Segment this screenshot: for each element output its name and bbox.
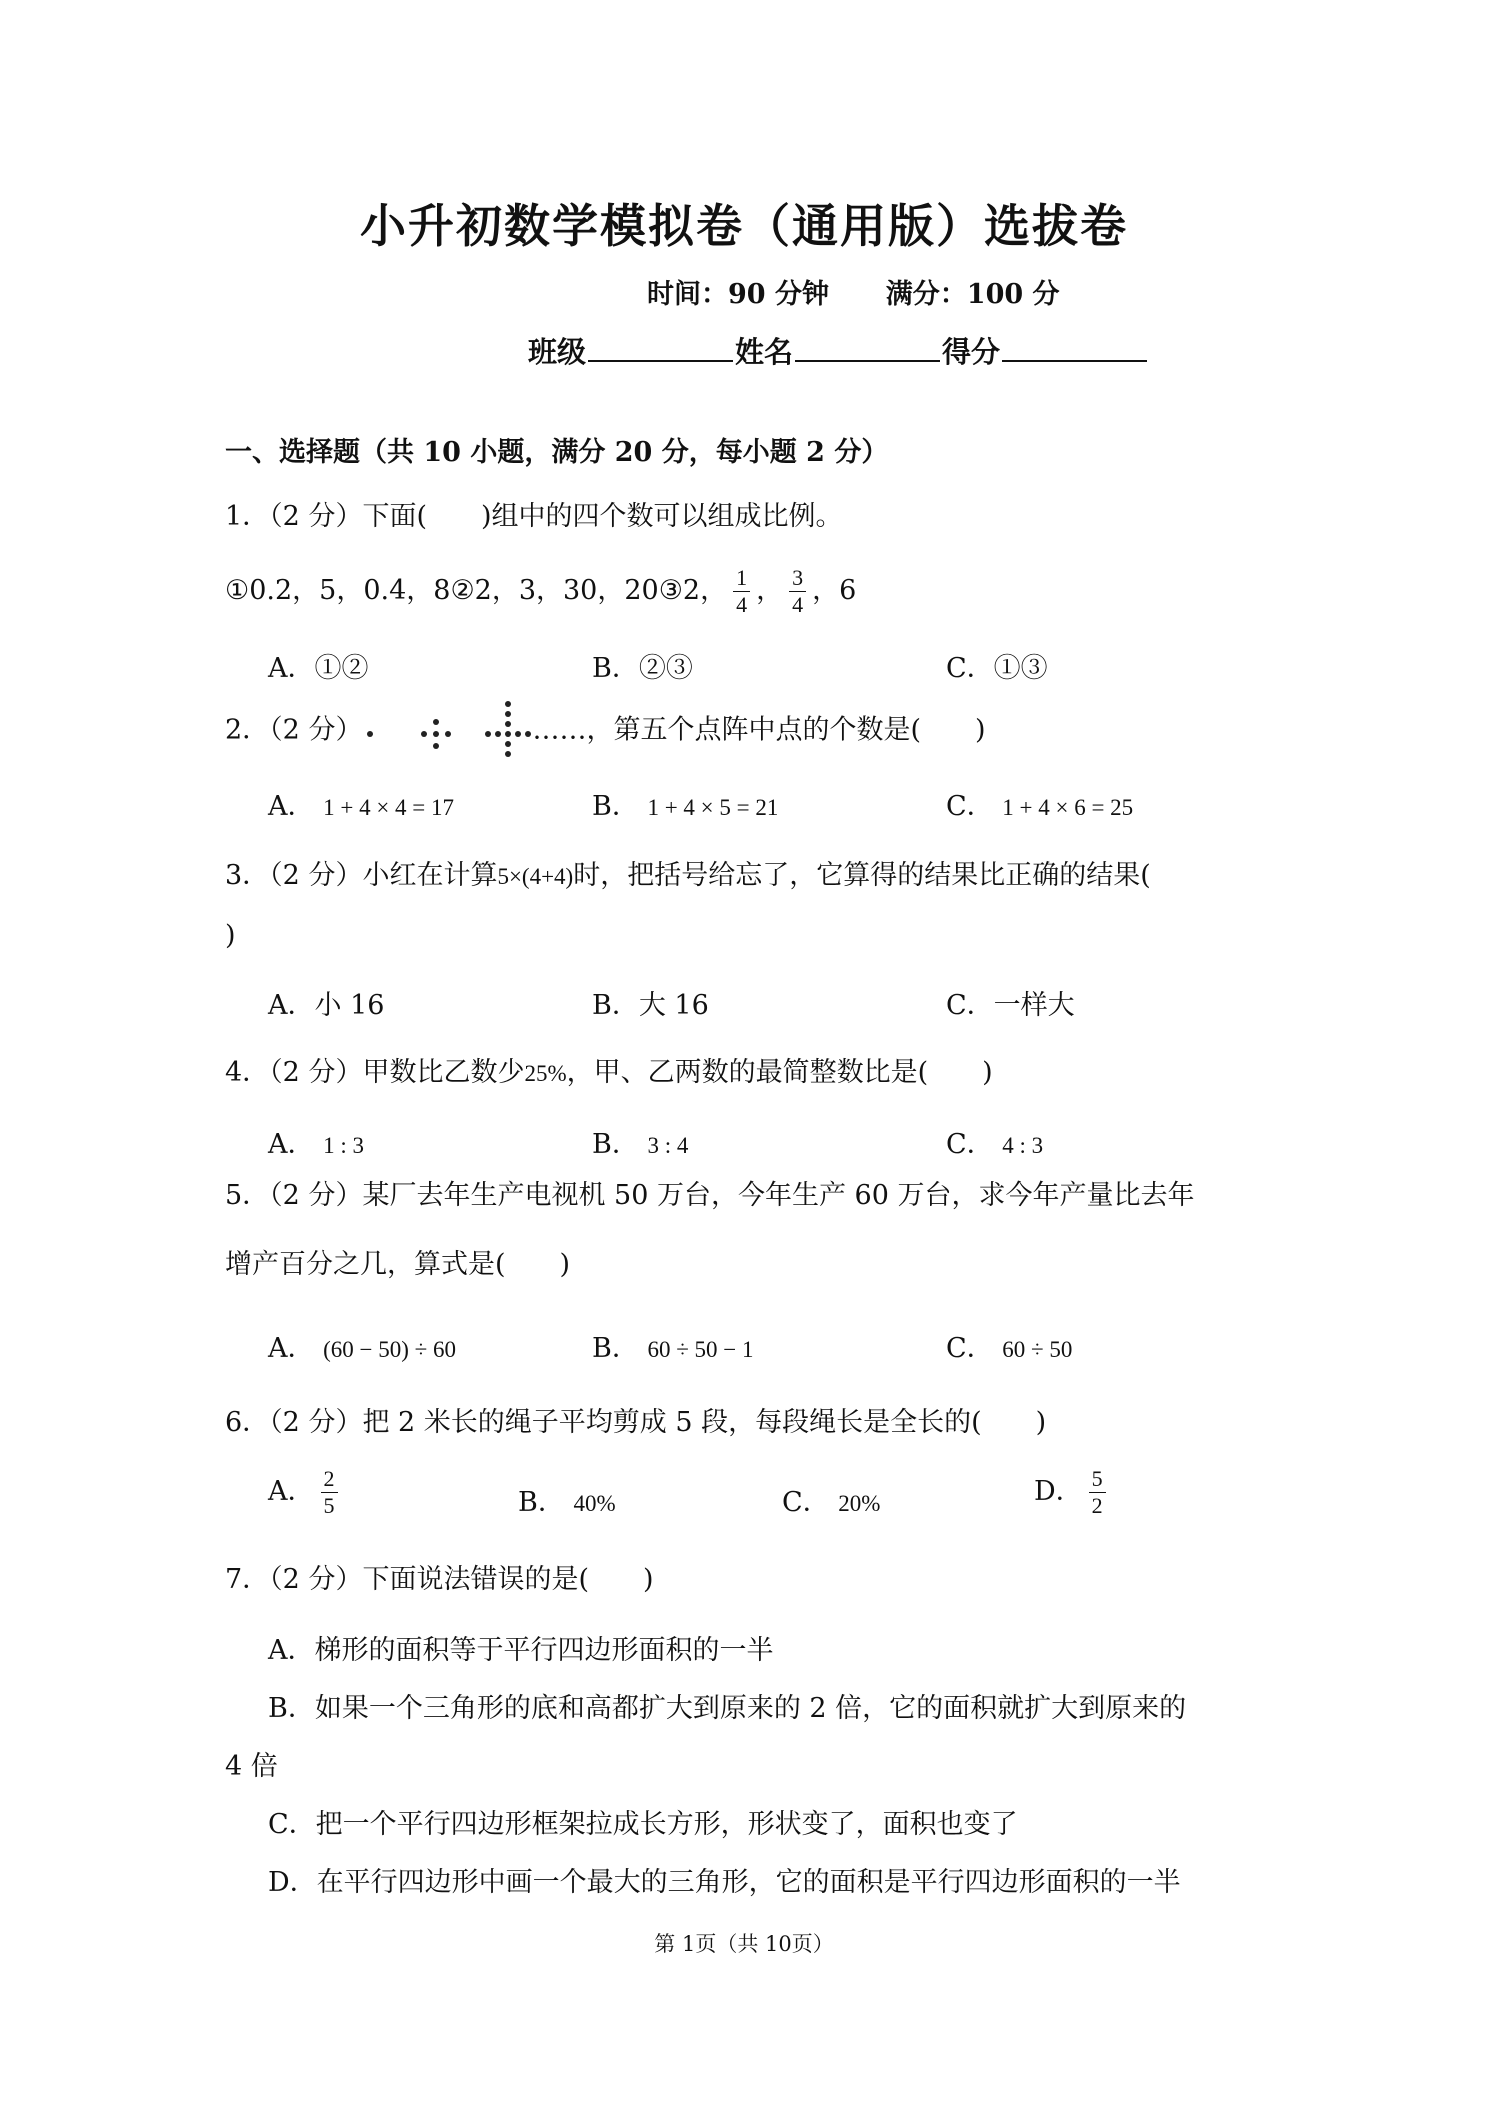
q1-option-b[interactable]: B．②③: [592, 653, 693, 684]
section-heading: 一、选择题（共 10 小题，满分 20 分，每小题 2 分）: [225, 437, 889, 468]
q3-option-c[interactable]: C．一样大: [946, 990, 1075, 1021]
class-label: 班级: [528, 335, 587, 369]
exam-time: 时间：90 分钟: [647, 279, 829, 310]
q1-frac1-den: 4: [736, 592, 748, 617]
q2-option-a-label: A．: [268, 791, 315, 822]
student-info-line: [528, 330, 1149, 371]
q3-stem-suffix: 时，把括号给忘了，它算得的结果比正确的结果(: [573, 860, 1151, 891]
score-label: 得分: [942, 335, 1001, 369]
q4-option-b[interactable]: [592, 1122, 688, 1161]
q1-fraction-2: [789, 565, 806, 618]
q5-stem-line1: 5．（2 分）某厂去年生产电视机 50 万台，今年生产 60 万台，求今年产量比去年: [225, 1180, 1195, 1211]
q4-option-c-label: C．: [946, 1129, 994, 1160]
q2-option-c[interactable]: [946, 784, 1133, 823]
q4-option-a-label: A．: [268, 1129, 315, 1160]
q1-option-a[interactable]: A．①②: [268, 653, 369, 684]
q1-stem: 1．（2 分）下面( )组中的四个数可以组成比例。: [225, 501, 843, 532]
q5-option-a[interactable]: [268, 1326, 456, 1365]
q3-option-b[interactable]: B．大 16: [592, 990, 709, 1021]
q4-stem-suffix: ，甲、乙两数的最简整数比是( ): [566, 1057, 993, 1088]
q4-option-b-expr: 3 : 4: [647, 1133, 689, 1158]
q2-option-c-expr: 1 + 4 × 6 = 25: [1002, 795, 1134, 820]
q1-frac1-num: 1: [733, 565, 750, 592]
q1-frac2-num: 3: [789, 565, 806, 592]
q6-option-c-expr: 20%: [838, 1491, 881, 1516]
q6-option-a-fraction: [321, 1466, 338, 1519]
name-blank[interactable]: [795, 330, 940, 362]
exam-meta: [647, 272, 1060, 311]
dot-pattern-figure: [362, 696, 532, 766]
q5-option-c-expr: 60 ÷ 50: [1002, 1337, 1073, 1362]
q1-option-c[interactable]: C．①③: [946, 653, 1048, 684]
q4-stem-prefix: 4．（2 分）甲数比乙数少: [225, 1057, 525, 1088]
q6-option-d-label: D．: [1034, 1476, 1083, 1507]
q2-option-a[interactable]: [268, 784, 454, 823]
exam-full-score: 满分：100 分: [885, 279, 1060, 310]
q1-data-suffix: ，6: [812, 575, 857, 606]
q5-option-c-label: C．: [946, 1333, 994, 1364]
q6-option-b-expr: 40%: [573, 1491, 616, 1516]
q5-option-a-label: A．: [268, 1333, 315, 1364]
q4-option-a[interactable]: [268, 1122, 364, 1161]
q7-stem: 7．（2 分）下面说法错误的是( ): [225, 1564, 654, 1595]
q7-option-a[interactable]: A．梯形的面积等于平行四边形面积的一半: [268, 1635, 774, 1666]
q6-option-c[interactable]: [782, 1480, 880, 1519]
q6-option-b-label: B．: [518, 1487, 565, 1518]
q2-option-c-label: C．: [946, 791, 994, 822]
page-number: 第 1页（共 10页）: [654, 1932, 834, 1956]
q7-option-d[interactable]: D．在平行四边形中画一个最大的三角形，它的面积是平行四边形面积的一半: [268, 1867, 1181, 1898]
q7-option-b-line2: 4 倍: [225, 1751, 278, 1782]
q4-option-a-expr: 1 : 3: [323, 1133, 364, 1158]
q6-option-a-num: 2: [321, 1466, 338, 1493]
q5-option-a-expr: (60 − 50) ÷ 60: [323, 1337, 457, 1362]
q5-option-b-label: B．: [592, 1333, 639, 1364]
score-blank[interactable]: [1002, 330, 1147, 362]
q4-stem-expr: 25%: [524, 1061, 567, 1086]
class-blank[interactable]: [588, 330, 733, 362]
name-label: 姓名: [735, 335, 794, 369]
q4-stem: [225, 1050, 993, 1089]
q3-stem-expr: 5×(4+4): [497, 864, 574, 889]
q5-option-b[interactable]: [592, 1326, 754, 1365]
q5-option-b-expr: 60 ÷ 50 − 1: [647, 1337, 754, 1362]
q1-fraction-1: [733, 565, 750, 618]
q1-data-prefix: ①0.2，5，0.4，8②2，3，30，20③2，: [225, 575, 728, 606]
q5-option-c[interactable]: [946, 1326, 1072, 1365]
q2-option-b[interactable]: [592, 784, 778, 823]
q1-frac2-den: 4: [792, 592, 804, 617]
q6-option-a-label: A．: [268, 1476, 315, 1507]
q2-option-a-expr: 1 + 4 × 4 = 17: [323, 795, 455, 820]
exam-title: 小升初数学模拟卷（通用版）选拔卷: [360, 199, 1128, 253]
q4-option-b-label: B．: [592, 1129, 639, 1160]
q3-stem-prefix: 3．（2 分）小红在计算: [225, 860, 498, 891]
q4-option-c-expr: 4 : 3: [1002, 1133, 1044, 1158]
q2-stem-suffix: ……，第五个点阵中点的个数是( ): [532, 714, 986, 746]
q7-option-b[interactable]: B．如果一个三角形的底和高都扩大到原来的 2 倍，它的面积就扩大到原来的: [268, 1693, 1187, 1724]
q6-option-d-den: 2: [1091, 1493, 1103, 1518]
q6-option-c-label: C．: [782, 1487, 830, 1518]
q6-option-b[interactable]: [518, 1480, 616, 1519]
q6-option-d-fraction: [1089, 1466, 1106, 1519]
q5-stem-line2: 增产百分之几，算式是( ): [225, 1249, 571, 1280]
q1-data: [225, 565, 856, 618]
q6-stem: 6．（2 分）把 2 米长的绳子平均剪成 5 段，每段绳长是全长的( ): [225, 1407, 1047, 1438]
q1-sep: ，: [756, 575, 784, 606]
q2-stem: [225, 696, 986, 766]
q6-option-a[interactable]: [268, 1466, 344, 1519]
q6-option-d-num: 5: [1089, 1466, 1106, 1493]
q2-stem-prefix: 2．（2 分）: [225, 714, 363, 746]
q7-option-c[interactable]: C．把一个平行四边形框架拉成长方形，形状变了，面积也变了: [268, 1809, 1018, 1840]
q2-option-b-label: B．: [592, 791, 639, 822]
q6-option-d[interactable]: [1034, 1466, 1112, 1519]
q3-stem-line2: ): [225, 920, 236, 951]
q3-option-a[interactable]: A．小 16: [268, 990, 385, 1021]
q2-option-b-expr: 1 + 4 × 5 = 21: [647, 795, 779, 820]
q6-option-a-den: 5: [323, 1493, 335, 1518]
q4-option-c[interactable]: [946, 1122, 1043, 1161]
q3-stem: [225, 853, 1151, 892]
